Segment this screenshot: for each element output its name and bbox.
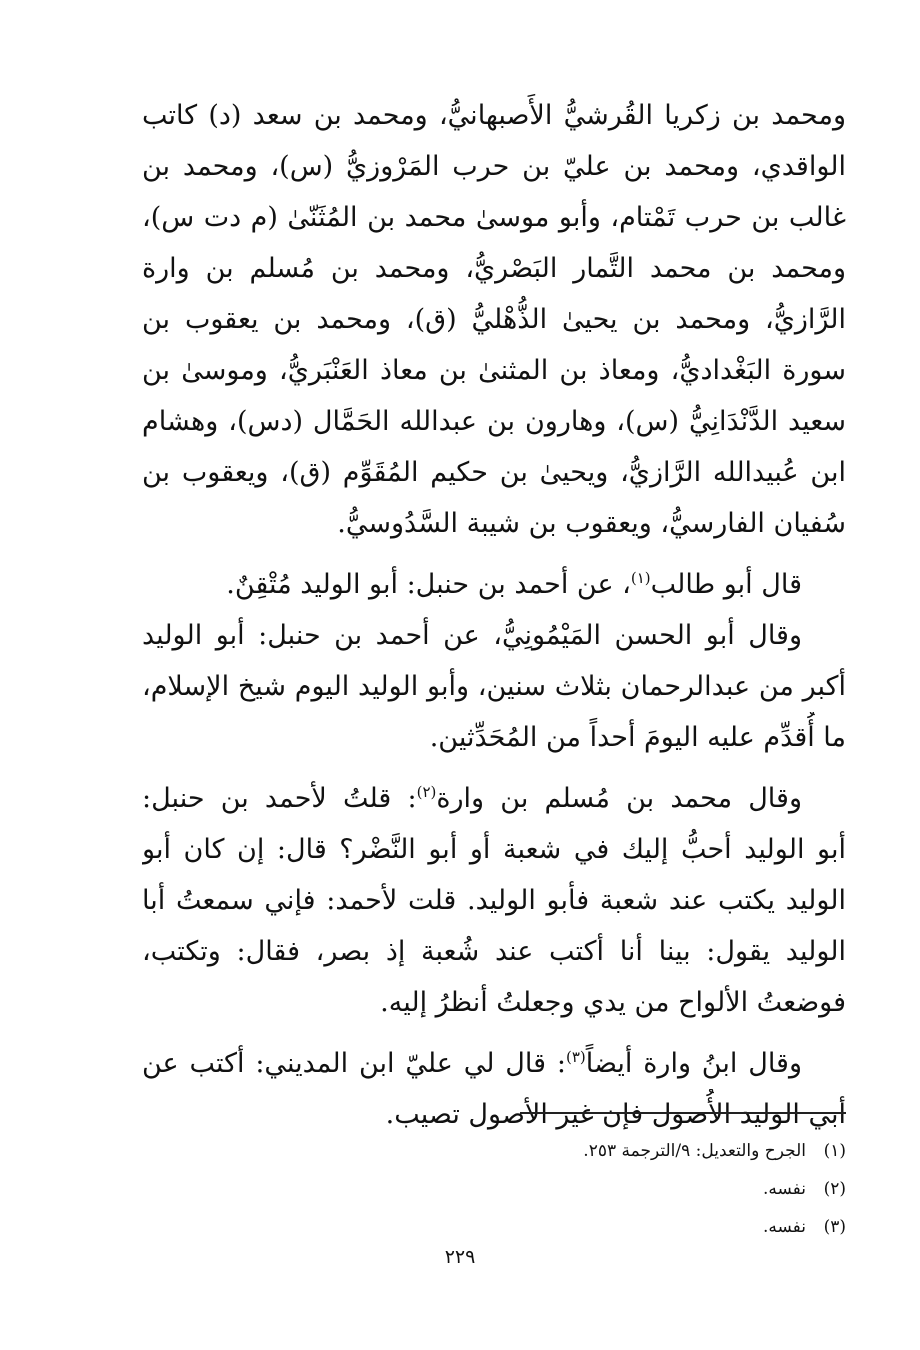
footnote-text: نفسه. — [762, 1217, 806, 1237]
text-segment: : قلتُ لأحمد بن حنبل: — [142, 783, 417, 814]
text-line: سورة البَغْداديُّ، ومعاذ بن المثنىٰ بن معاذ العَنْبَريُّ، وموسىٰ بن — [142, 355, 846, 386]
text-line — [142, 1038, 846, 1089]
footnote — [142, 1132, 846, 1170]
text-line: فوضعتُ الألواح من يدي وجعلتُ أنظرُ إليه. — [380, 987, 846, 1018]
text-line — [142, 773, 846, 824]
text-line: ومحمد بن محمد التَّمار البَصْريُّ، ومحمد بن مُسلم بن وارة — [142, 253, 846, 284]
text-line: غالب بن حرب تَمْتام، وأبو موسىٰ محمد بن المُثَنّىٰ (م دت س)، — [142, 202, 846, 233]
footnote — [142, 1208, 846, 1246]
text-line — [142, 559, 846, 610]
main-text — [142, 90, 846, 1140]
page-number: ٢٢٩ — [444, 1246, 476, 1268]
footnote-text: نفسه. — [762, 1179, 806, 1199]
text-line: الوليد يقول: بينا أنا أكتب عند شُعبة إذ بصر، فقال: وتكتب، — [142, 936, 846, 967]
text-segment: وقال ابنُ وارة أيضاً — [585, 1048, 802, 1079]
text-segment: : قال لي عليّ ابن المديني: أكتب عن — [142, 1048, 566, 1079]
text-segment: وقال محمد بن مُسلم بن وارة — [436, 783, 802, 814]
text-line: أكبر من عبدالرحمان بثلاث سنين، وأبو الوليد اليوم شيخ الإسلام، — [142, 671, 846, 702]
footnote-ref: (٢) — [416, 783, 437, 801]
text-line: الوليد يكتب عند شعبة فأبو الوليد. قلت لأحمد: فإني سمعتُ أبا — [142, 885, 846, 916]
text-line: ما أُقدِّم عليه اليومَ أحداً من المُحَدِّثين. — [429, 722, 846, 753]
text-line: ابن عُبيدالله الرَّازيُّ، ويحيىٰ بن حكيم المُقَوِّم (ق)، ويعقوب بن — [142, 457, 846, 488]
footnote — [142, 1170, 846, 1208]
footnote-number: (١) — [823, 1141, 846, 1161]
text-line: سُفيان الفارسيُّ، ويعقوب بن شيبة السَّدُوسيُّ. — [337, 508, 846, 539]
text-line: الرَّازيُّ، ومحمد بن يحيىٰ الذُّهْليُّ (ق)، ومحمد بن يعقوب بن — [142, 304, 846, 335]
text-line: الواقدي، ومحمد بن عليّ بن حرب المَرْوزيُّ (س)، ومحمد بن — [142, 151, 846, 182]
text-line: أبي الوليد الأُصول فإن غير الأصول تصيب. — [385, 1099, 846, 1130]
footnote-number: (٣) — [823, 1217, 846, 1237]
text-line: سعيد الدَّنْدَانِيُّ (س)، وهارون بن عبدالله الحَمَّال (دس)، وهشام — [142, 406, 846, 437]
footnote-separator — [520, 1112, 846, 1114]
footnote-number: (٢) — [823, 1179, 846, 1199]
text-line: أبو الوليد أحبُّ إليك في شعبة أو أبو النَّضْر؟ قال: إن كان أبو — [142, 834, 846, 865]
footnotes — [142, 1132, 846, 1246]
footnote-ref: (١) — [630, 569, 651, 587]
text-segment: قال أبو طالب — [650, 569, 802, 600]
footnote-ref: (٣) — [565, 1048, 586, 1066]
text-line: ومحمد بن زكريا القُرشيُّ الأَصبهانيُّ، ومحمد بن سعد (د) كاتب — [142, 100, 846, 131]
text-line: وقال أبو الحسن المَيْمُونِيُّ، عن أحمد بن حنبل: أبو الوليد — [142, 620, 802, 651]
text-segment: ، عن أحمد بن حنبل: أبو الوليد مُتْقِنٌ. — [226, 569, 631, 600]
footnote-text: الجرح والتعديل: ٩/الترجمة ٢٥٣. — [583, 1141, 806, 1161]
